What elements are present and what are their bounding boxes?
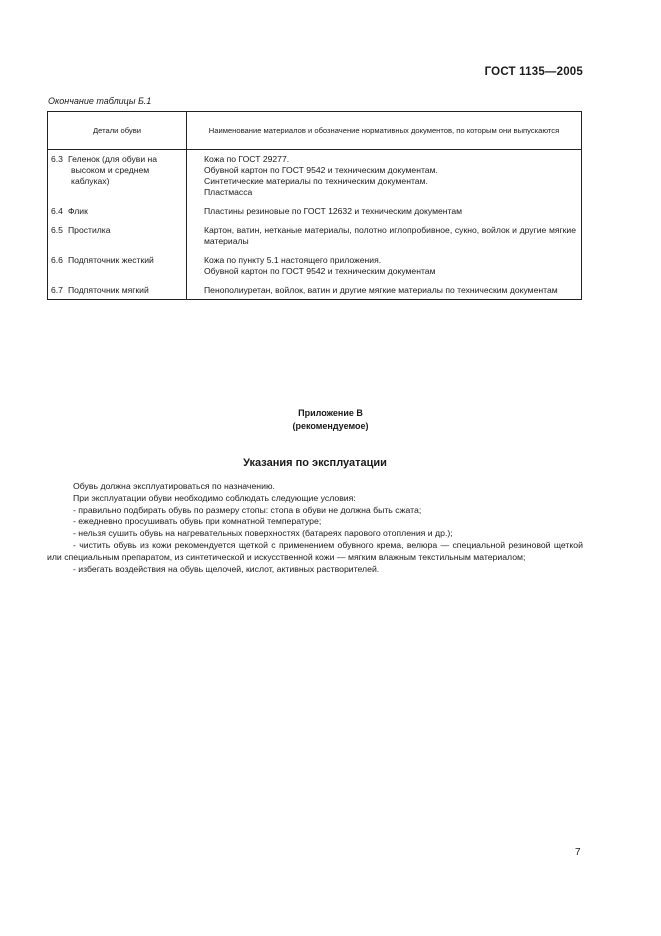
part-name: Подпяточник мягкий: [68, 285, 149, 295]
list-item: - правильно подбирать обувь по размеру стопы: стопа в обуви не должна быть сжата;: [73, 504, 422, 515]
table-header-row: [48, 112, 582, 150]
material-line: Кожа по ГОСТ 29277.: [204, 154, 290, 164]
material-line: Пластины резиновые по ГОСТ 12632 и техническим документам: [204, 206, 463, 216]
list-item: - избегать воздействия на обувь щелочей, кислот, активных растворителей.: [73, 563, 380, 574]
intro-paragraph: При эксплуатации обуви необходимо соблюдать следующие условия:: [73, 492, 356, 503]
material-line: Пенополиуретан, войлок, ватин и другие мягкие материалы по техническим документам: [204, 285, 558, 295]
row-number: 6.6: [51, 255, 63, 265]
table-row: [48, 285, 582, 300]
part-name: Флик: [68, 206, 88, 216]
appendix-subtitle: (рекомендуемое): [292, 421, 369, 431]
part-name: Геленок (для обуви на: [68, 154, 158, 164]
column-header-materials: Наименование материалов и обозначение нормативных документов, по которым они выпускаются: [187, 112, 582, 150]
row-number: 6.7: [51, 285, 63, 295]
intro-paragraph: Обувь должна эксплуатироваться по назначению.: [73, 481, 275, 491]
table-caption: Окончание таблицы Б.1: [48, 96, 152, 106]
part-name: Простилка: [68, 225, 111, 235]
section-body: [47, 481, 583, 575]
row-number: 6.4: [51, 206, 63, 216]
material-line: Обувной картон по ГОСТ 9542 и техническим документам: [204, 266, 436, 276]
part-name: Подпяточник жесткий: [68, 255, 154, 265]
appendix-title: Приложение В: [298, 408, 363, 418]
list-item: - нельзя сушить обувь на нагревательных поверхностях (батареях парового отопления и др.);: [73, 528, 453, 539]
material-line: Синтетические материалы по техническим документам.: [204, 176, 428, 186]
row-number: 6.5: [51, 225, 63, 235]
material-line: Обувной картон по ГОСТ 9542 и техническим документам.: [204, 165, 438, 175]
section-title: Указания по эксплуатации: [243, 457, 387, 469]
column-header-parts: Детали обуви: [48, 112, 187, 150]
table-row: [48, 225, 582, 255]
materials-table: [47, 111, 582, 300]
material-line: Пластмасса: [204, 187, 253, 197]
table-row: [48, 150, 582, 207]
page-number: 7: [575, 847, 581, 858]
part-name-continuation: высоком и среднем каблуках): [71, 165, 150, 186]
list-item: - чистить обувь из кожи рекомендуется щеткой с применением обувного крема, велюра — специальной резиновой щеткой или специальным препаратом, из синтетической и искусственной кожи — мягким влажным текстильным материалом;: [47, 539, 583, 562]
material-line: Кожа по пункту 5.1 настоящего приложения.: [204, 255, 382, 265]
row-number: 6.3: [51, 154, 63, 164]
table-row: [48, 206, 582, 225]
list-item: - ежедневно просушивать обувь при комнатной температуре;: [73, 516, 322, 527]
table-row: [48, 255, 582, 285]
material-line: Картон, ватин, нетканые материалы, полотно иглопробивное, сукно, войлок и другие мягкие материалы: [204, 225, 576, 246]
document-code: ГОСТ 1135—2005: [484, 66, 583, 78]
